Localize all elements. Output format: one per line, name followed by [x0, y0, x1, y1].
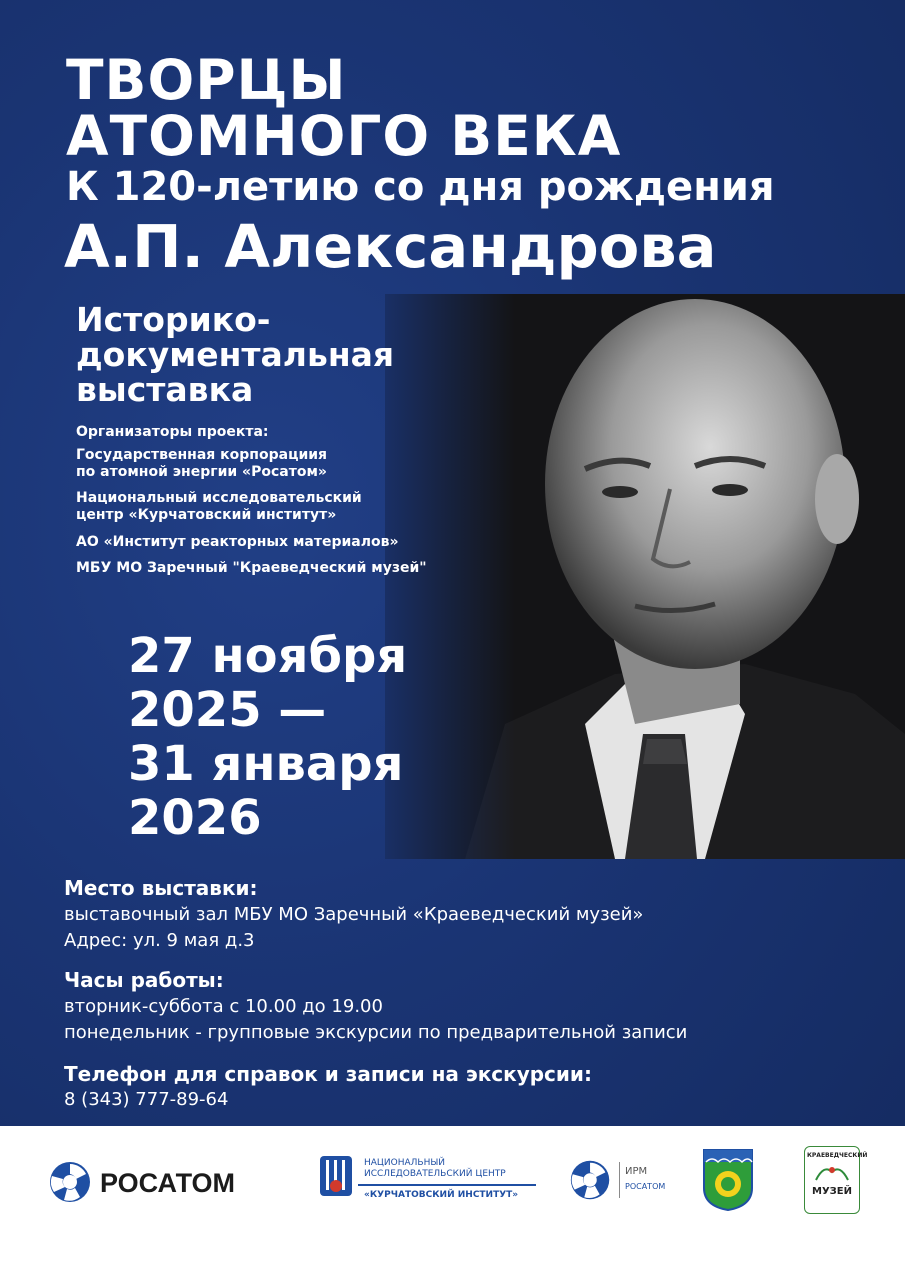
rosatom-logo-text: РОСАТОМ: [100, 1168, 235, 1198]
kurchatov-logo: [318, 1154, 538, 1208]
date-line-4: 2026: [128, 790, 262, 846]
coat-of-arms-icon: [702, 1148, 754, 1212]
date-line-3: 31 января: [128, 736, 404, 792]
portrait-illustration: [385, 294, 905, 859]
organizers-heading: Организаторы проекта:: [76, 424, 269, 440]
portrait-photo: [385, 294, 905, 859]
kurchatov-line-2: ИССЛЕДОВАТЕЛЬСКИЙ ЦЕНТР: [364, 1169, 506, 1179]
title-line-1: ТВОРЦЫ: [66, 48, 347, 112]
hours-heading: Часы работы:: [64, 968, 224, 992]
date-line-1: 27 ноября: [128, 628, 408, 684]
rosatom-logo: [46, 1160, 286, 1204]
irm-line-1: ИРМ: [625, 1166, 648, 1177]
irm-line-2: РОСАТОМ: [625, 1182, 666, 1191]
irm-logo: [567, 1156, 687, 1206]
kurchatov-divider: [358, 1184, 536, 1186]
organizer-3: АО «Институт реакторных материалов»: [76, 534, 399, 550]
title-line-4: А.П. Александрова: [64, 212, 717, 281]
zarechny-coat-of-arms: [702, 1148, 754, 1212]
title-line-2: АТОМНОГО ВЕКА: [66, 104, 622, 168]
title-line-3: К 120-летию со дня рождения: [66, 164, 775, 210]
museum-ornament-icon: [814, 1162, 850, 1182]
phone-number: 8 (343) 777-89-64: [64, 1089, 229, 1110]
organizer-4: МБУ МО Заречный "Краеведческий музей": [76, 560, 427, 576]
museum-logo: [804, 1146, 868, 1214]
rosatom-atom-icon: [46, 1160, 96, 1204]
subtitle-line-3: выставка: [76, 370, 254, 409]
irm-atom-icon: [567, 1156, 615, 1204]
organizer-2-line-1: Национальный исследовательский: [76, 490, 362, 506]
venue-heading: Место выставки:: [64, 876, 258, 900]
organizer-1-line-1: Государственная корпорациия: [76, 447, 328, 463]
subtitle-line-2: документальная: [76, 335, 395, 374]
organizer-1-line-2: по атомной энергии «Росатом»: [76, 464, 327, 480]
logo-footer: [0, 1126, 905, 1280]
date-line-2: 2025 —: [128, 682, 327, 738]
venue-address: Адрес: ул. 9 мая д.3: [64, 930, 255, 951]
venue-line-1: выставочный зал МБУ МО Заречный «Краеведческий музей»: [64, 904, 644, 925]
museum-line-2: МУЗЕЙ: [812, 1186, 852, 1197]
kurchatov-emblem-icon: [318, 1156, 354, 1204]
museum-line-1: КРАЕВЕДЧЕСКИЙ: [807, 1152, 868, 1159]
kurchatov-line-3: «КУРЧАТОВСКИЙ ИНСТИТУТ»: [364, 1190, 519, 1200]
subtitle-line-1: Историко-: [76, 300, 271, 339]
phone-heading: Телефон для справок и записи на экскурсии:: [64, 1062, 592, 1086]
hours-line-2: понедельник - групповые экскурсии по предварительной записи: [64, 1022, 688, 1043]
kurchatov-line-1: НАЦИОНАЛЬНЫЙ: [364, 1158, 446, 1168]
hours-line-1: вторник-суббота с 10.00 до 19.00: [64, 996, 383, 1017]
organizer-2-line-2: центр «Курчатовский институт»: [76, 507, 337, 523]
irm-divider: [619, 1162, 620, 1198]
